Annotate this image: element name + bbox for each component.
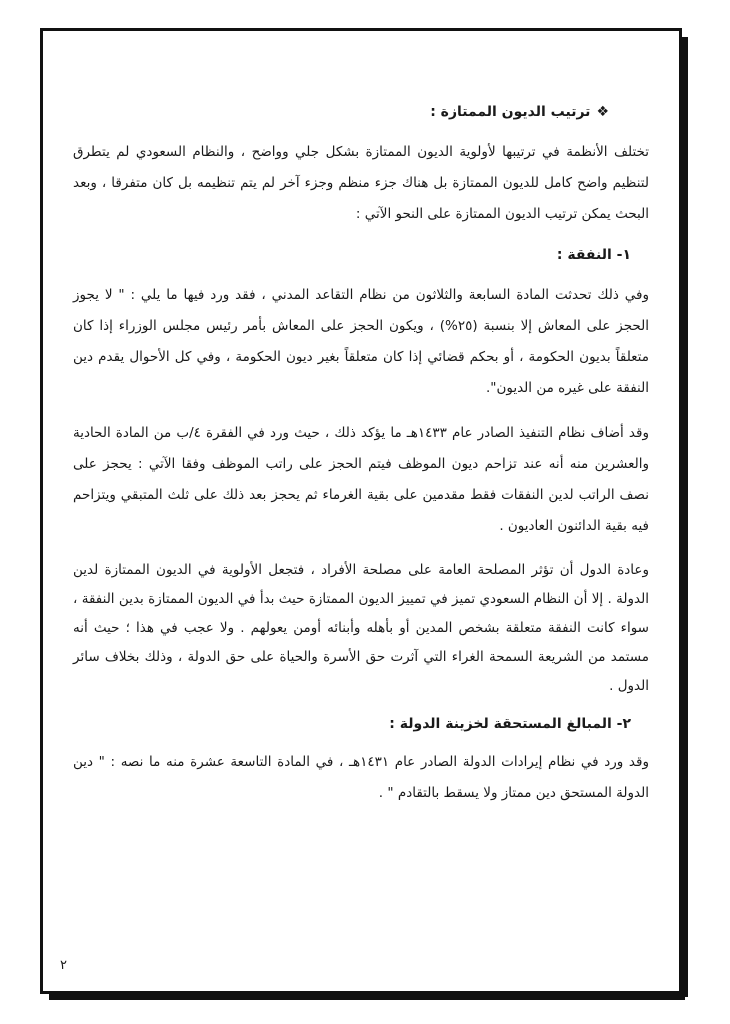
document-body [73,93,649,809]
section-1-paragraph-3: وعادة الدول أن تؤثر المصلحة العامة على مصلحة الأفراد ، فتجعل الأولوية في الديون الممتازة لدين الدولة . إلا أن النظام السعودي تميز في تمييز الديون الممتازة حيث بدأ في الديون الممتازة بدين النفقة ، سواء كانت النفقة متعلقة بشخص المدين أو بأهله وأبنائه أومن يعولهم . ولا عجب في هذا ؛ حيث أنه مستمد من الشريعة السمحة الغراء التي آثرت حق الأسرة والحياة على حق الدولة ، وذلك بخلاف سائر الدول . [73,562,649,694]
section-2-heading: ٢- المبالغ المستحقة لخزينة الدولة : [389,716,631,732]
section-2-paragraph-1: وقد ورد في نظام إيرادات الدولة الصادر عام ١٤٣١هـ ، في المادة التاسعة عشرة منه ما نصه : " دين الدولة المستحق دين ممتاز ولا يسقط بالتقادم " . [73,754,649,801]
page-number: ٢ [60,958,67,973]
section-1-heading: ١- النفقة : [556,247,631,263]
section-1-paragraph-2: وقد أضاف نظام التنفيذ الصادر عام ١٤٣٣هـ ما يؤكد ذلك ، حيث ورد في الفقرة ٤/ب من المادة الحادية والعشرين منه أنه عند تزاحم ديون الموظف فيتم الحجز على راتب الموظف وفقا الآتي : يحجز على نصف الراتب لدين النفقات فقط مقدمين على بقية الغرماء ثم يحجز بعد ذلك على ثلث المتبقي ويتزاحم فيه بقية الدائنون العاديون . [73,425,649,534]
diamond-bullet-icon: ❖ [596,104,609,120]
intro-paragraph: تختلف الأنظمة في ترتيبها لأولوية الديون الممتازة بشكل جلي وواضح ، والنظام السعودي لم يتطرق لتنظيم واضح كامل للديون الممتازة بل هناك جزء منظم وجزء آخر لم يتم تنظيمه بل كان متفرقا ، وبعد البحث يمكن ترتيب الديون الممتازة على النحو الآتي : [73,144,649,222]
main-heading-text: ترتيب الديون الممتازة : [430,104,591,120]
page-border [40,28,682,994]
main-heading [73,101,649,123]
section-1-paragraph-1: وفي ذلك تحدثت المادة السابعة والثلاثون من نظام التقاعد المدني ، فقد ورد فيها ما يلي : " لا يجوز الحجز على المعاش إلا بنسبة (٢٥%) ، ويكون الحجز على المعاش بأمر رئيس مجلس الوزراء إذا كان متعلقاً بديون الحكومة ، أو بحكم قضائي إذا كان متعلقاً بغير ديون الحكومة ، وفي كل الأحوال يقدم دين النفقة على غيره من الديون". [73,287,650,396]
